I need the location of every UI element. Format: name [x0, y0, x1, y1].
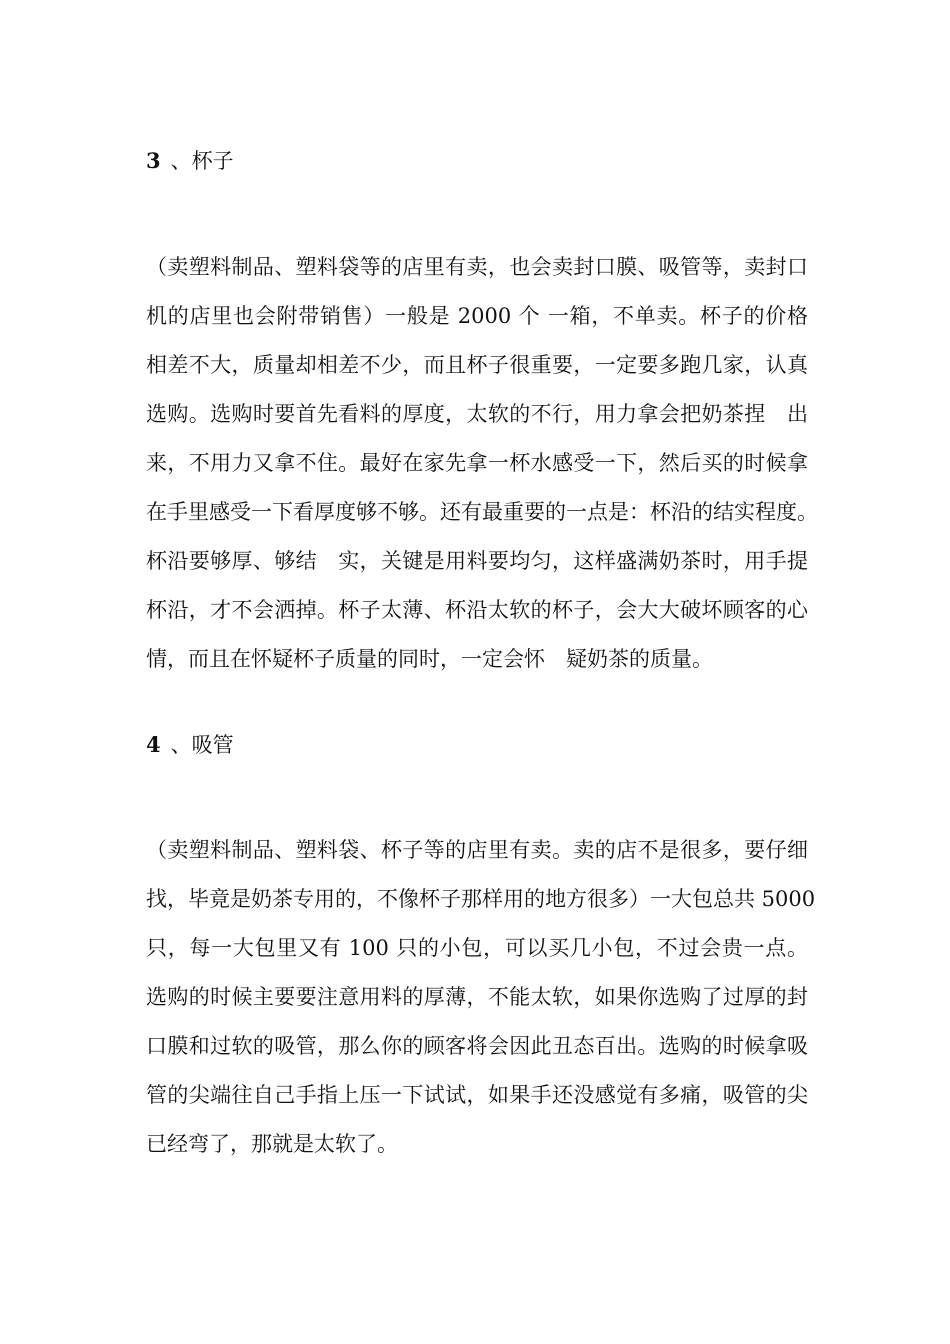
paragraph-line: 相差不大，质量却相差不少，而且杯子很重要，一定要多跑几家，认真 [146, 353, 808, 377]
paragraph-line: 口膜和过软的吸管，那么你的顾客将会因此丑态百出。选购的时候拿吸 [146, 1034, 808, 1058]
paragraph-line: 只，每一大包里又有 100 只的小包，可以买几小包，不过会贵一点。 [146, 936, 808, 960]
paragraph-line: 机的店里也会附带销售）一般是 2000 个 一箱，不单卖。杯子的价格 [146, 304, 808, 328]
paragraph-line: 选购的时候主要要注意用料的厚薄，不能太软，如果你选购了过厚的封 [146, 985, 808, 1009]
paragraph-line: 已经弯了，那就是太软了。 [146, 1132, 398, 1156]
section-paragraph-straws [146, 826, 816, 1169]
section-title: 杯子 [191, 149, 234, 173]
paragraph-line: （卖塑料制品、塑料袋等的店里有卖，也会卖封口膜、吸管等，卖封口 [146, 255, 808, 279]
section-separator: 、 [170, 149, 192, 173]
section-separator: 、 [170, 733, 192, 757]
section-number: 4 [146, 732, 161, 757]
paragraph-line: 选购。选购时要首先看料的厚度，太软的不行，用力拿会把奶茶捏 出 [146, 402, 808, 426]
paragraph-line: 情，而且在怀疑杯子质量的同时，一定会怀 疑奶茶的质量。 [146, 647, 713, 671]
section-number: 3 [146, 148, 161, 173]
paragraph-line: 找，毕竟是奶茶专用的，不像杯子那样用的地方很多）一大包总共 5000 [146, 887, 816, 911]
paragraph-line: （卖塑料制品、塑料袋、杯子等的店里有卖。卖的店不是很多，要仔细 [146, 838, 808, 862]
section-title: 吸管 [191, 733, 234, 757]
paragraph-line: 来，不用力又拿不住。最好在家先拿一杯水感受一下，然后买的时候拿 [146, 451, 808, 475]
section-heading-straws [146, 730, 234, 760]
paragraph-line: 杯沿要够厚、够结 实，关键是用料要均匀，这样盛满奶茶时，用手提 [146, 549, 808, 573]
paragraph-line: 在手里感受一下看厚度够不够。还有最重要的一点是：杯沿的结实程度。 [146, 500, 818, 524]
paragraph-line: 杯沿，才不会洒掉。杯子太薄、杯沿太软的杯子，会大大破坏顾客的心 [146, 598, 808, 622]
paragraph-line: 管的尖端往自己手指上压一下试试，如果手还没感觉有多痛，吸管的尖 [146, 1083, 808, 1107]
section-heading-cups [146, 146, 234, 176]
section-paragraph-cups [146, 243, 818, 684]
